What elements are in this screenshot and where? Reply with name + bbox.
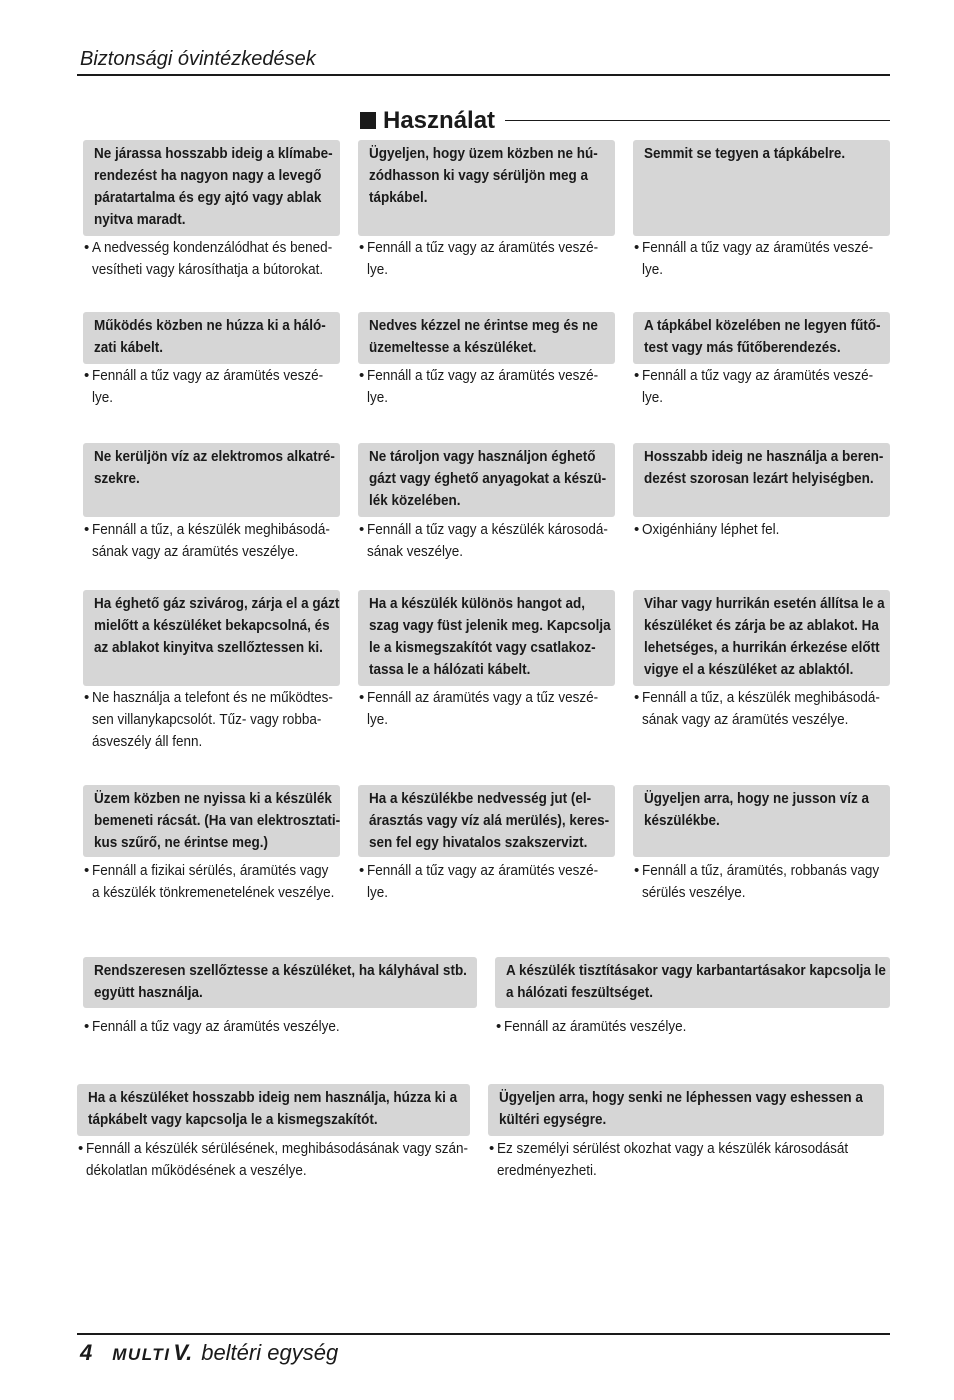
consequence-text: • Fennáll a tűz, a készülék meghibásodá- sának vagy az áramütés veszélye. xyxy=(642,689,880,728)
consequence-text: • Fennáll a tűz vagy az áramütés veszé- lye. xyxy=(642,239,874,278)
caution-text: Ne járassa hosszabb ideig a klímabe- rendezést ha nagyon nagy a levegő páratartalma és egy ajtó vagy ablak nyitva maradt. xyxy=(94,145,333,228)
caution-box-r2-c2 xyxy=(358,312,615,364)
caution-text: Semmit se tegyen a tápkábelre. xyxy=(644,145,846,162)
caution-box-r5-c3 xyxy=(633,785,890,857)
consequence-text: • Fennáll a tűz vagy az áramütés veszélye. xyxy=(92,1018,340,1035)
consequence-note-r1-c2 xyxy=(358,237,615,281)
header-rule xyxy=(77,74,890,76)
caution-text: Rendszeresen szellőztesse a készüléket, ha kályhával stb. együtt használja. xyxy=(94,962,467,1001)
consequence-text: • Fennáll a készülék sérülésének, meghibásodásának vagy szán- dékolatlan működésének a veszélye. xyxy=(86,1140,468,1179)
consequence-note-r5-c3 xyxy=(633,860,890,904)
caution-box-r6-c1 xyxy=(83,957,477,1008)
consequence-text: • Oxigénhiány léphet fel. xyxy=(642,521,780,538)
running-header: Biztonsági óvintézkedések xyxy=(80,48,316,70)
caution-text: Ügyeljen, hogy üzem közben ne hú- zódhasson ki vagy sérüljön meg a tápkábel. xyxy=(369,145,598,206)
consequence-note-r1-c1 xyxy=(83,237,340,281)
consequence-text: • Fennáll a fizikai sérülés, áramütés vagy a készülék tönkremenetelének veszélye. xyxy=(92,862,335,901)
caution-text: Üzem közben ne nyissa ki a készülék bemeneti rácsát. (Ha van elektrosztati- kus szűrő, ne érintse meg.) xyxy=(94,790,341,851)
caution-text: Ügyeljen arra, hogy senki ne léphessen vagy eshessen a kültéri egységre. xyxy=(499,1089,863,1128)
caution-text: Ne kerüljön víz az elektromos alkatré- szekre. xyxy=(94,448,335,487)
consequence-text: • Fennáll a tűz vagy az áramütés veszé- lye. xyxy=(367,239,599,278)
caution-box-r4-c1 xyxy=(83,590,340,686)
consequence-note-r3-c2 xyxy=(358,519,615,563)
consequence-text: • Fennáll a tűz vagy az áramütés veszé- lye. xyxy=(367,862,599,901)
caution-box-r5-c2 xyxy=(358,785,615,857)
consequence-note-r2-c3 xyxy=(633,365,890,409)
caution-text: Ha éghető gáz szivárog, zárja el a gázt mielőtt a készüléket bekapcsolná, és az ablakot kinyitva szellőztessen ki. xyxy=(94,595,340,656)
page-footer xyxy=(80,1340,338,1366)
multi-v-logo xyxy=(112,1340,192,1366)
caution-box-r1-c3 xyxy=(633,140,890,236)
caution-box-r2-c1 xyxy=(83,312,340,364)
unit-name: beltéri egység xyxy=(201,1340,339,1365)
consequence-note-r4-c3 xyxy=(633,687,890,731)
consequence-text: • Fennáll a tűz, áramütés, robbanás vagy sérülés veszélye. xyxy=(642,862,880,901)
consequence-note-r5-c1 xyxy=(83,860,340,904)
caution-box-r4-c3 xyxy=(633,590,890,686)
caution-box-r1-c2 xyxy=(358,140,615,236)
caution-text: Működés közben ne húzza ki a háló- zati kábelt. xyxy=(94,317,326,356)
consequence-note-r3-c3 xyxy=(633,519,890,541)
caution-text: Ügyeljen arra, hogy ne jusson víz a készülékbe. xyxy=(644,790,870,829)
consequence-text: • Ez személyi sérülést okozhat vagy a készülék károsodását eredményezheti. xyxy=(497,1140,849,1179)
caution-text: Vihar vagy hurrikán esetén állítsa le a készüléket és zárja be az ablakot. Ha lehetséges, a hurrikán érkezése előtt vigye el a készüléket az ablaktól. xyxy=(644,595,885,678)
consequence-note-r6-c1 xyxy=(83,1016,477,1038)
caution-text: A tápkábel közelében ne legyen fűtő- test vagy más fűtőberendezés. xyxy=(644,317,881,356)
caution-text: Ha a készüléket hosszabb ideig nem használja, húzza ki a tápkábelt vagy kapcsolja le a kismegszakítót. xyxy=(88,1089,458,1128)
logo-mark: V. xyxy=(173,1340,193,1365)
caution-box-r1-c1 xyxy=(83,140,340,236)
consequence-text: • Fennáll az áramütés veszélye. xyxy=(504,1018,687,1035)
consequence-text: • Fennáll a tűz vagy az áramütés veszé- lye. xyxy=(642,367,874,406)
consequence-text: • Fennáll a tűz, a készülék meghibásodá- sának vagy az áramütés veszélye. xyxy=(92,521,330,560)
section-title-rule xyxy=(505,120,890,121)
caution-box-r7-c1 xyxy=(77,1084,470,1136)
caution-box-r3-c2 xyxy=(358,443,615,517)
section-title: Használat xyxy=(383,107,496,134)
caution-box-r7-c2 xyxy=(488,1084,884,1136)
consequence-note-r3-c1 xyxy=(83,519,340,563)
consequence-note-r6-c2 xyxy=(495,1016,890,1038)
consequence-note-r4-c1 xyxy=(83,687,340,753)
caution-box-r3-c1 xyxy=(83,443,340,517)
footer-rule xyxy=(77,1333,890,1335)
consequence-note-r1-c3 xyxy=(633,237,890,281)
caution-box-r6-c2 xyxy=(495,957,890,1008)
consequence-note-r5-c2 xyxy=(358,860,615,904)
caution-box-r4-c2 xyxy=(358,590,615,686)
consequence-text: • Fennáll az áramütés vagy a tűz veszé- lye. xyxy=(367,689,599,728)
caution-text: Ne tároljon vagy használjon éghető gázt vagy éghető anyagokat a készü- lék közelében. xyxy=(369,448,607,509)
caution-box-r5-c1 xyxy=(83,785,340,857)
section-square-icon xyxy=(360,112,376,129)
caution-box-r2-c3 xyxy=(633,312,890,364)
consequence-text: • Fennáll a tűz vagy az áramütés veszé- lye. xyxy=(92,367,324,406)
caution-text: Ha a készülékbe nedvesség jut (el- árasztás vagy víz alá merülés), keres- sen fel egy hivatalos szakszervizt. xyxy=(369,790,610,851)
caution-text: A készülék tisztításakor vagy karbantartásakor kapcsolja le a hálózati feszültséget. xyxy=(506,962,886,1001)
page-number: 4 xyxy=(80,1340,93,1365)
caution-text: Hosszabb ideig ne használja a beren- dezést szorosan lezárt helyiségben. xyxy=(644,448,884,487)
caution-box-r3-c3 xyxy=(633,443,890,517)
consequence-text: • Ne használja a telefont és ne működtes- sen villanykapcsolót. Tűz- vagy robba- ásveszély áll fenn. xyxy=(92,689,333,750)
consequence-text: • Fennáll a tűz vagy az áramütés veszé- lye. xyxy=(367,367,599,406)
consequence-note-r2-c2 xyxy=(358,365,615,409)
logo-word: MULTI xyxy=(112,1345,171,1364)
consequence-note-r2-c1 xyxy=(83,365,340,409)
caution-text: Nedves kézzel ne érintse meg és ne üzemeltesse a készüléket. xyxy=(369,317,598,356)
consequence-text: • A nedvesség kondenzálódhat és bened- vesítheti vagy károsíthatja a bútorokat. xyxy=(92,239,333,278)
consequence-text: • Fennáll a tűz vagy a készülék károsodá- sának veszélye. xyxy=(367,521,608,560)
consequence-note-r7-c1 xyxy=(77,1138,470,1182)
caution-text: Ha a készülék különös hangot ad, szag vagy füst jelenik meg. Kapcsolja le a kismegszakítót vagy csatlakoz- tassa le a hálózati kábelt. xyxy=(369,595,611,678)
consequence-note-r4-c2 xyxy=(358,687,615,731)
consequence-note-r7-c2 xyxy=(488,1138,884,1182)
